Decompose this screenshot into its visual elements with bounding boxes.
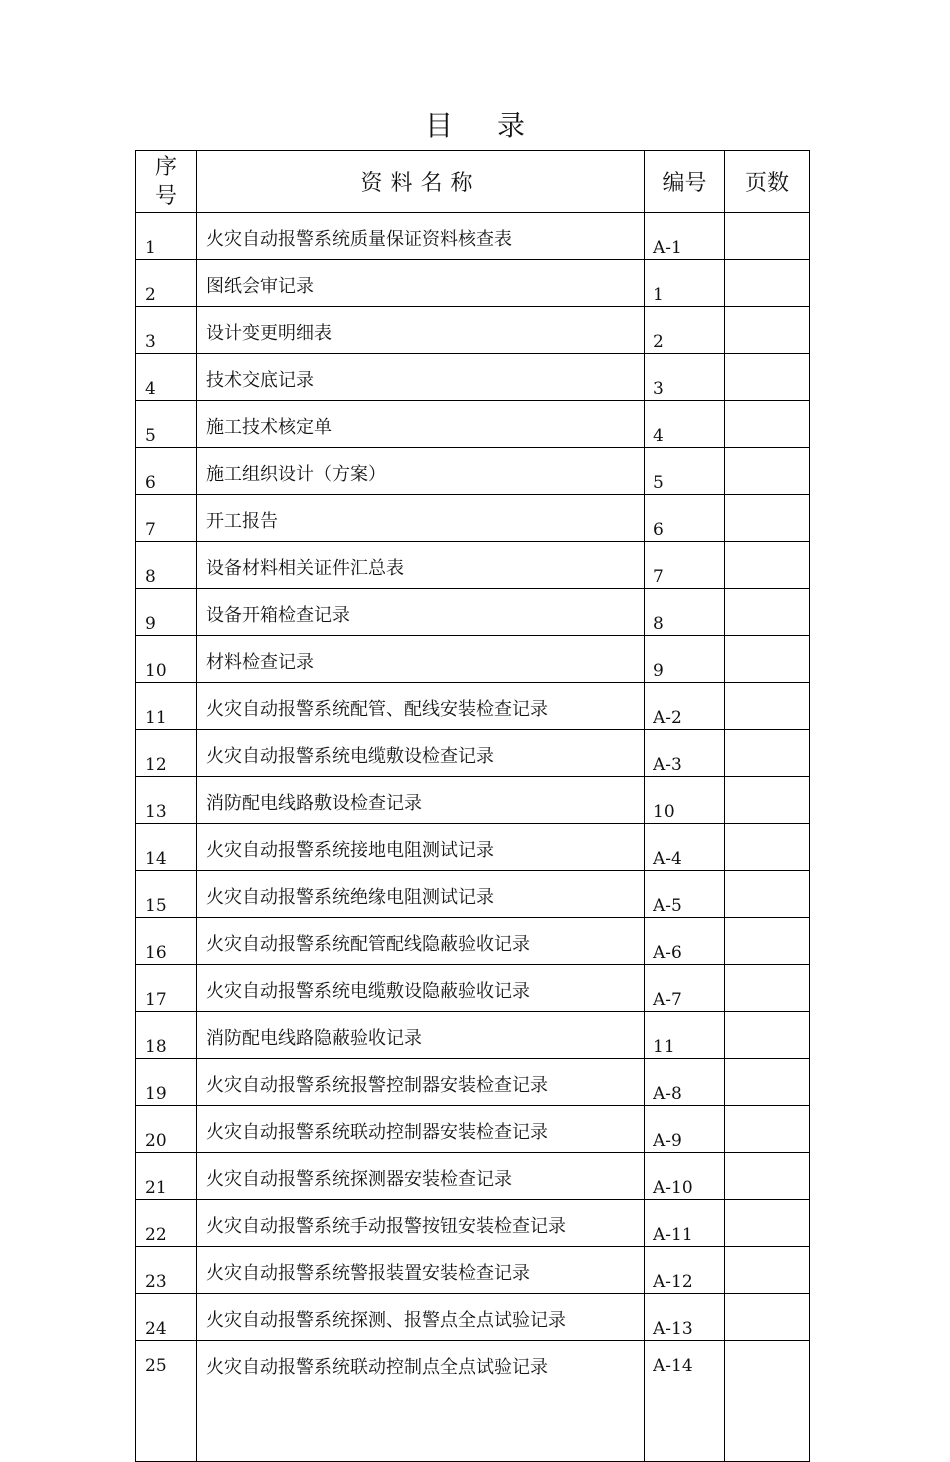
row-name: 火灾自动报警系统接地电阻测试记录 bbox=[197, 824, 645, 871]
table-row bbox=[136, 1012, 810, 1059]
row-pages bbox=[725, 683, 810, 730]
row-code: 9 bbox=[645, 636, 725, 683]
row-name: 火灾自动报警系统质量保证资料核查表 bbox=[197, 213, 645, 260]
row-code: A-5 bbox=[645, 871, 725, 918]
row-number: 4 bbox=[136, 354, 197, 401]
row-number: 19 bbox=[136, 1059, 197, 1106]
row-pages bbox=[725, 401, 810, 448]
row-pages bbox=[725, 730, 810, 777]
row-pages bbox=[725, 1200, 810, 1247]
row-pages bbox=[725, 495, 810, 542]
row-number: 18 bbox=[136, 1012, 197, 1059]
row-number: 24 bbox=[136, 1294, 197, 1341]
row-code: A-14 bbox=[645, 1341, 725, 1462]
row-number: 8 bbox=[136, 542, 197, 589]
row-code: 1 bbox=[645, 260, 725, 307]
row-name: 火灾自动报警系统探测、报警点全点试验记录 bbox=[197, 1294, 645, 1341]
table-row bbox=[136, 636, 810, 683]
row-code: A-13 bbox=[645, 1294, 725, 1341]
table-row bbox=[136, 1341, 810, 1462]
row-number: 10 bbox=[136, 636, 197, 683]
row-name: 火灾自动报警系统联动控制点全点试验记录 bbox=[197, 1341, 645, 1462]
row-pages bbox=[725, 1341, 810, 1462]
page-title bbox=[0, 104, 950, 148]
table-row bbox=[136, 1294, 810, 1341]
row-pages bbox=[725, 1247, 810, 1294]
row-code: 6 bbox=[645, 495, 725, 542]
row-code: A-8 bbox=[645, 1059, 725, 1106]
table-body bbox=[136, 213, 810, 1462]
row-name: 火灾自动报警系统电缆敷设检查记录 bbox=[197, 730, 645, 777]
row-pages bbox=[725, 1106, 810, 1153]
table-row bbox=[136, 1200, 810, 1247]
row-pages bbox=[725, 1012, 810, 1059]
table-row bbox=[136, 683, 810, 730]
table-row bbox=[136, 871, 810, 918]
row-number: 17 bbox=[136, 965, 197, 1012]
table-row bbox=[136, 918, 810, 965]
table-row bbox=[136, 589, 810, 636]
table-row bbox=[136, 495, 810, 542]
row-name: 施工组织设计（方案） bbox=[197, 448, 645, 495]
row-pages bbox=[725, 871, 810, 918]
row-name: 火灾自动报警系统配管配线隐蔽验收记录 bbox=[197, 918, 645, 965]
row-name: 开工报告 bbox=[197, 495, 645, 542]
row-name: 火灾自动报警系统手动报警按钮安装检查记录 bbox=[197, 1200, 645, 1247]
row-code: A-10 bbox=[645, 1153, 725, 1200]
row-pages bbox=[725, 260, 810, 307]
row-number: 2 bbox=[136, 260, 197, 307]
table-row bbox=[136, 1247, 810, 1294]
row-name: 火灾自动报警系统报警控制器安装检查记录 bbox=[197, 1059, 645, 1106]
table-row bbox=[136, 307, 810, 354]
row-name: 材料检查记录 bbox=[197, 636, 645, 683]
row-code: 7 bbox=[645, 542, 725, 589]
row-number: 25 bbox=[136, 1341, 197, 1462]
row-number: 12 bbox=[136, 730, 197, 777]
row-pages bbox=[725, 307, 810, 354]
header-seq bbox=[136, 151, 197, 213]
row-number: 5 bbox=[136, 401, 197, 448]
row-number: 20 bbox=[136, 1106, 197, 1153]
row-name: 施工技术核定单 bbox=[197, 401, 645, 448]
row-pages bbox=[725, 448, 810, 495]
row-code: 3 bbox=[645, 354, 725, 401]
header-pages: 页数 bbox=[725, 151, 810, 213]
row-name: 火灾自动报警系统警报装置安装检查记录 bbox=[197, 1247, 645, 1294]
row-name: 技术交底记录 bbox=[197, 354, 645, 401]
table-row bbox=[136, 354, 810, 401]
row-name: 火灾自动报警系统探测器安装检查记录 bbox=[197, 1153, 645, 1200]
row-pages bbox=[725, 777, 810, 824]
header-code: 编号 bbox=[645, 151, 725, 213]
table-row bbox=[136, 448, 810, 495]
row-name: 火灾自动报警系统配管、配线安装检查记录 bbox=[197, 683, 645, 730]
row-pages bbox=[725, 965, 810, 1012]
row-pages bbox=[725, 918, 810, 965]
row-number: 3 bbox=[136, 307, 197, 354]
table-row bbox=[136, 542, 810, 589]
row-code: A-1 bbox=[645, 213, 725, 260]
row-code: A-2 bbox=[645, 683, 725, 730]
table-row bbox=[136, 260, 810, 307]
row-code: 10 bbox=[645, 777, 725, 824]
row-name: 图纸会审记录 bbox=[197, 260, 645, 307]
row-number: 1 bbox=[136, 213, 197, 260]
header-name: 资料名称 bbox=[197, 151, 645, 213]
row-pages bbox=[725, 1059, 810, 1106]
table-header-row bbox=[136, 151, 810, 213]
row-number: 21 bbox=[136, 1153, 197, 1200]
row-pages bbox=[725, 354, 810, 401]
row-code: A-3 bbox=[645, 730, 725, 777]
table-row bbox=[136, 401, 810, 448]
row-code: A-6 bbox=[645, 918, 725, 965]
row-number: 9 bbox=[136, 589, 197, 636]
header-seq-line1: 序 bbox=[154, 154, 177, 180]
row-code: A-12 bbox=[645, 1247, 725, 1294]
row-code: 5 bbox=[645, 448, 725, 495]
table-row bbox=[136, 1059, 810, 1106]
row-pages bbox=[725, 636, 810, 683]
row-code: 11 bbox=[645, 1012, 725, 1059]
table-row bbox=[136, 777, 810, 824]
table-row bbox=[136, 1106, 810, 1153]
header-seq-line2: 号 bbox=[154, 183, 177, 209]
row-name: 消防配电线路敷设检查记录 bbox=[197, 777, 645, 824]
row-number: 16 bbox=[136, 918, 197, 965]
row-code: 4 bbox=[645, 401, 725, 448]
row-code: A-4 bbox=[645, 824, 725, 871]
row-name: 消防配电线路隐蔽验收记录 bbox=[197, 1012, 645, 1059]
table-row bbox=[136, 1153, 810, 1200]
row-pages bbox=[725, 589, 810, 636]
row-code: A-9 bbox=[645, 1106, 725, 1153]
row-name: 设备开箱检查记录 bbox=[197, 589, 645, 636]
row-number: 15 bbox=[136, 871, 197, 918]
row-pages bbox=[725, 1153, 810, 1200]
row-name: 设备材料相关证件汇总表 bbox=[197, 542, 645, 589]
row-number: 7 bbox=[136, 495, 197, 542]
row-pages bbox=[725, 542, 810, 589]
row-number: 13 bbox=[136, 777, 197, 824]
row-number: 14 bbox=[136, 824, 197, 871]
row-number: 23 bbox=[136, 1247, 197, 1294]
row-number: 6 bbox=[136, 448, 197, 495]
table-row bbox=[136, 213, 810, 260]
row-pages bbox=[725, 824, 810, 871]
row-number: 11 bbox=[136, 683, 197, 730]
row-number: 22 bbox=[136, 1200, 197, 1247]
title-char: 录 bbox=[497, 109, 526, 142]
table-row bbox=[136, 965, 810, 1012]
row-pages bbox=[725, 1294, 810, 1341]
row-name: 火灾自动报警系统绝缘电阻测试记录 bbox=[197, 871, 645, 918]
row-code: 8 bbox=[645, 589, 725, 636]
title-char: 目 bbox=[424, 109, 453, 142]
row-pages bbox=[725, 213, 810, 260]
row-name: 火灾自动报警系统联动控制器安装检查记录 bbox=[197, 1106, 645, 1153]
contents-table bbox=[135, 150, 810, 1462]
row-code: 2 bbox=[645, 307, 725, 354]
row-code: A-7 bbox=[645, 965, 725, 1012]
row-name: 设计变更明细表 bbox=[197, 307, 645, 354]
row-name: 火灾自动报警系统电缆敷设隐蔽验收记录 bbox=[197, 965, 645, 1012]
table-row bbox=[136, 824, 810, 871]
table-row bbox=[136, 730, 810, 777]
row-code: A-11 bbox=[645, 1200, 725, 1247]
